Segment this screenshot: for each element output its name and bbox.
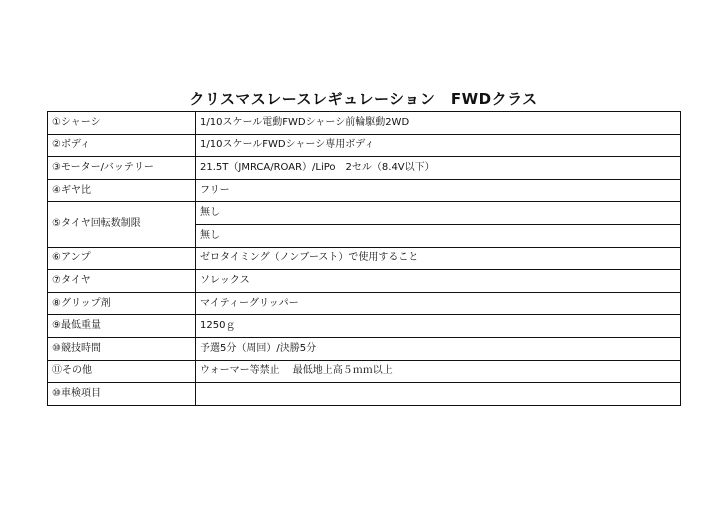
table-row (48, 157, 681, 180)
row-label: ⑩競技時間 (48, 337, 196, 360)
row-label: ④ギヤ比 (48, 179, 196, 202)
row-label: ⑪その他 (48, 360, 196, 383)
row-value: 予選5分（周回）/決勝5分 (196, 337, 681, 360)
row-label: ②ボディ (48, 134, 196, 157)
row-label: ⑧グリップ剤 (48, 292, 196, 315)
row-value: 無し (196, 224, 681, 247)
table-row (48, 292, 681, 315)
row-value: 1250ｇ (196, 315, 681, 338)
table-row (48, 360, 681, 383)
row-value: ウォーマー等禁止 最低地上高５ｍｍ以上 (196, 360, 681, 383)
row-label: ⑩車検項目 (48, 383, 196, 406)
table-row (48, 134, 681, 157)
table-row (48, 270, 681, 293)
table-row (48, 383, 681, 406)
row-value: ソレックス (196, 270, 681, 293)
row-value: 1/10スケールFWDシャーシ専用ボディ (196, 134, 681, 157)
row-value: ゼロタイミング（ノンブースト）で使用すること (196, 247, 681, 270)
document-title: クリスマスレースレギュレーション FWDクラス (189, 90, 538, 108)
table-row (48, 179, 681, 202)
row-label: ⑦タイヤ (48, 270, 196, 293)
table-row (48, 315, 681, 338)
row-value (196, 383, 681, 406)
row-label: ⑤タイヤ回転数制限 (48, 202, 196, 247)
row-value: フリー (196, 179, 681, 202)
row-value: 無し (196, 202, 681, 225)
row-label: ⑥アンプ (48, 247, 196, 270)
row-value: 21.5T（JMRCA/ROAR）/LiPo 2セル（8.4V以下） (196, 157, 681, 180)
regulation-table (47, 111, 681, 406)
table-row (48, 112, 681, 135)
table-row (48, 247, 681, 270)
row-value: 1/10スケール電動FWDシャーシ前輪駆動2WD (196, 112, 681, 135)
row-label: ③モーター/バッテリー (48, 157, 196, 180)
table-row (48, 337, 681, 360)
row-label: ⑨最低重量 (48, 315, 196, 338)
table-row (48, 202, 681, 225)
row-value: マイティーグリッパー (196, 292, 681, 315)
row-label: ①シャーシ (48, 112, 196, 135)
